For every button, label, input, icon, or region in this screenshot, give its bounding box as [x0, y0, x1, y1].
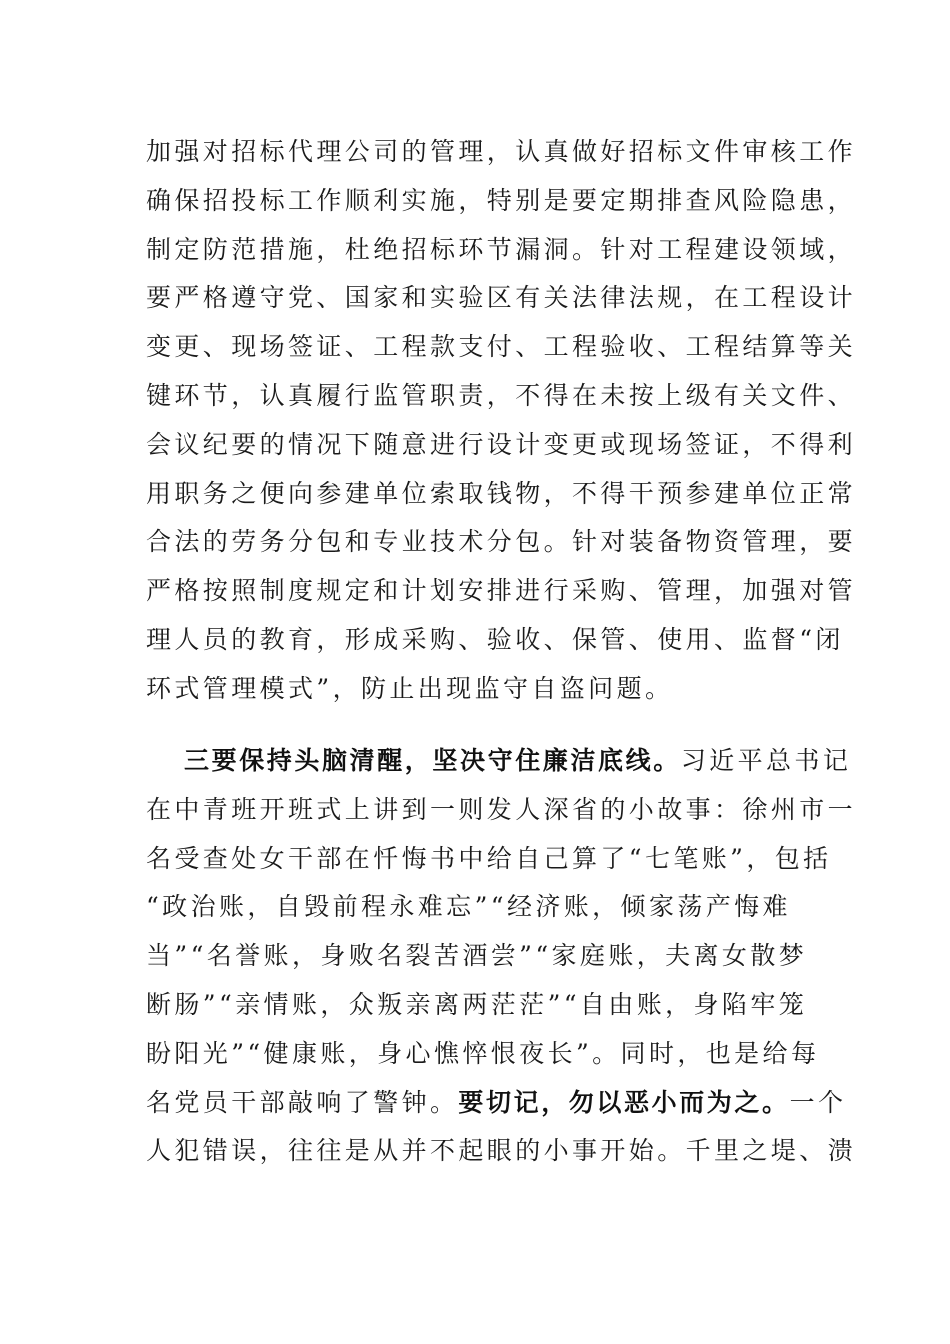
paragraph-line: 当”“名誉账，身败名裂苦酒尝”“家庭账，夫离女散梦: [146, 941, 808, 971]
paragraph-line: 合法的劳务分包和专业技术分包。针对装备物资管理，要: [146, 527, 857, 557]
paragraph-integrity-bottom-line: [146, 737, 857, 1176]
paragraph-line-with-emphasis: [146, 1079, 847, 1128]
paragraph-first-line: [146, 737, 852, 786]
emphasis-phrase: 要切记，勿以恶小而为之。: [458, 1087, 790, 1117]
paragraph-line: 加强对招标代理公司的管理，认真做好招标文件审核工作: [146, 137, 857, 166]
paragraph-line: 要严格遵守党、国家和实验区有关法律法规，在工程设计: [146, 283, 857, 313]
paragraph-line: 会议纪要的情况下随意进行设计变更或现场签证，不得利: [146, 429, 857, 459]
line-end: 一个: [789, 1087, 847, 1117]
paragraph-line: 键环节，认真履行监管职责，不得在未按上级有关文件、: [146, 380, 857, 410]
paragraph-line: 确保招投标工作顺利实施，特别是要定期排查风险隐患，: [146, 185, 857, 215]
paragraph-line: 名受查处女干部在忏悔书中给自己算了“七笔账”，包括: [146, 843, 832, 873]
section-heading: 三要保持头脑清醒，坚决守住廉洁底线。: [184, 746, 681, 775]
paragraph-line: 环式管理模式”，防止出现监守自盗问题。: [146, 673, 674, 703]
paragraph-line: 人犯错误，往往是从并不起眼的小事开始。千里之堤、溃: [146, 1136, 857, 1166]
paragraph-line: 断肠”“亲情账，众叛亲离两茫茫”“自由账，身陷牢笼: [146, 989, 808, 1019]
paragraph-line: 盼阳光”“健康账，身心憔悴恨夜长”。同时，也是给每: [146, 1038, 820, 1068]
paragraph-line: 变更、现场签证、工程款支付、工程验收、工程结算等关: [146, 332, 857, 362]
paragraph-procurement-management: [146, 128, 857, 714]
paragraph-line: 在中青班开班式上讲到一则发人深省的小故事：徐州市一: [146, 794, 857, 824]
paragraph-line: 理人员的教育，形成采购、验收、保管、使用、监督“闭: [146, 624, 844, 654]
heading-continuation: 习近平总书记: [680, 746, 852, 775]
line-start: 名党员干部敲响了警钟。: [146, 1087, 459, 1117]
paragraph-line: 严格按照制度规定和计划安排进行采购、管理，加强对管: [146, 576, 857, 606]
paragraph-line: 制定防范措施，杜绝招标环节漏洞。针对工程建设领域，: [146, 234, 857, 264]
paragraph-line: 用职务之便向参建单位索取钱物，不得干预参建单位正常: [146, 478, 857, 508]
paragraph-line: “政治账，自毁前程永难忘”“经济账，倾家荡产悔难: [146, 892, 791, 922]
